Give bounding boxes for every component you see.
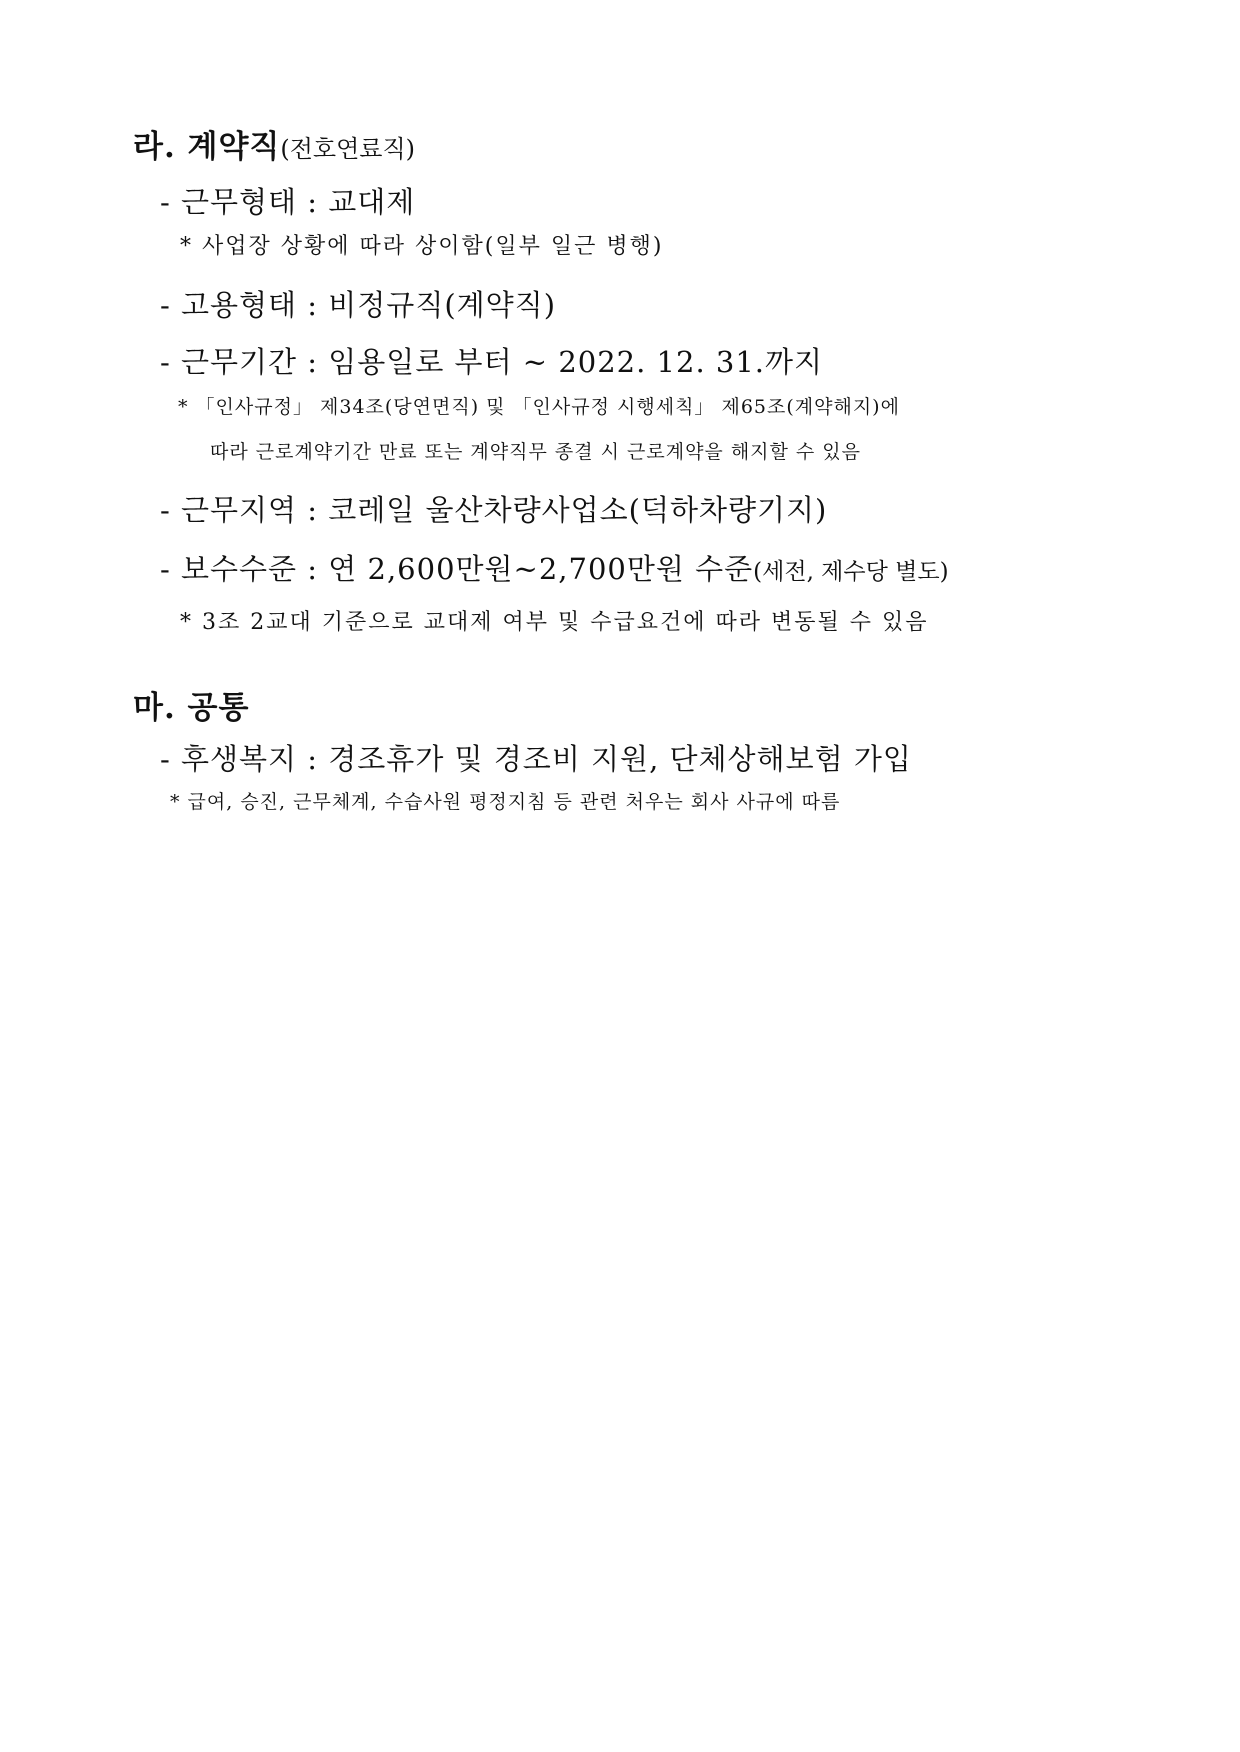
- employment-type-item: - 고용형태 : 비정규직(계약직): [160, 288, 557, 322]
- work-type-note: * 사업장 상황에 따라 상이함(일부 일근 병행): [180, 234, 664, 259]
- pay-level-item: [160, 552, 949, 586]
- welfare-item: - 후생복지 : 경조휴가 및 경조비 지원, 단체상해보험 가입: [160, 742, 912, 776]
- work-type-item: - 근무형태 : 교대제: [160, 185, 416, 219]
- work-period-note-line-1: * 「인사규정」 제34조(당연면직) 및 「인사규정 시행세칙」 제65조(계약해지)에: [178, 396, 900, 418]
- section-ra-subtitle: (전호연료직): [280, 135, 416, 163]
- work-location-item: - 근무지역 : 코레일 울산차량사업소(덕하차량기지): [160, 493, 828, 527]
- pay-note: * 3조 2교대 기준으로 교대제 여부 및 수급요건에 따라 변동될 수 있음: [180, 610, 929, 635]
- work-period-item: - 근무기간 : 임용일로 부터 ~ 2022. 12. 31.까지: [160, 345, 824, 379]
- work-period-note-line-2: 따라 근로계약기간 만료 또는 계약직무 종결 시 근로계약을 해지할 수 있음: [210, 441, 862, 463]
- section-ra-heading: [133, 129, 416, 165]
- section-ma-heading: 마. 공통: [133, 690, 250, 726]
- pay-level-sub: (세전, 제수당 별도): [753, 559, 949, 585]
- pay-level-text: - 보수수준 : 연 2,600만원~2,700만원 수준: [160, 552, 754, 586]
- section-ra-title: 라. 계약직: [133, 129, 281, 165]
- welfare-note: * 급여, 승진, 근무체계, 수습사원 평정지침 등 관련 처우는 회사 사규에 따름: [170, 791, 841, 813]
